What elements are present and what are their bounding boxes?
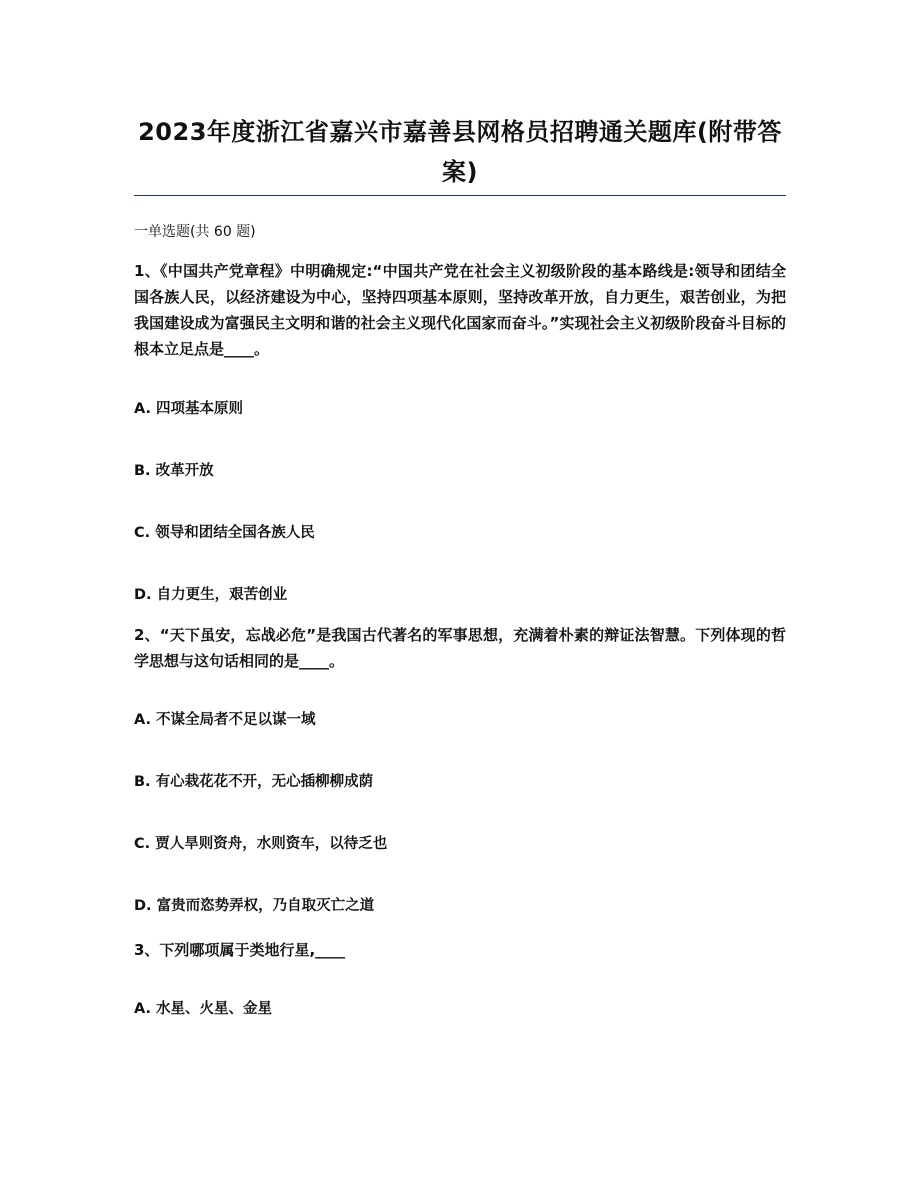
question-2-stem: 2、“天下虽安，忘战必危”是我国古代著名的军事思想，充满着朴素的辩证法智慧。下列体现的哲学思想与这句话相同的是____。 <box>134 626 786 670</box>
question-2-option-a: A. 不谋全局者不足以谋一域 <box>134 712 316 728</box>
question-1-option-a: A. 四项基本原则 <box>134 401 244 417</box>
question-3-stem: 3、下列哪项属于类地行星,____ <box>134 941 346 959</box>
question-3-option-a: A. 水星、火星、金星 <box>134 1001 273 1017</box>
document-title: 2023年度浙江省嘉兴市嘉善县网格员招聘通关题库(附带答案) <box>138 118 782 186</box>
question-1-option-b: B. 改革开放 <box>134 463 214 479</box>
question-2-option-c: C. 贾人旱则资舟，水则资车，以待乏也 <box>134 836 388 852</box>
question-1-option-d: D. 自力更生，艰苦创业 <box>134 587 288 603</box>
question-2-option-b: B. 有心栽花花不开，无心插柳柳成荫 <box>134 774 374 790</box>
question-1-option-c: C. 领导和团结全国各族人民 <box>134 525 315 541</box>
question-2-option-d: D. 富贵而恣势弄权，乃自取灭亡之道 <box>134 898 375 914</box>
question-1-stem: 1、《中国共产党章程》中明确规定:“中国共产党在社会主义初级阶段的基本路线是:领导和团结全国各族人民，以经济建设为中心，坚持四项基本原则，坚持改革开放，自力更生，艰苦创业，为把我国建设成为富强民主文明和谐的社会主义现代化国家而奋斗。”实现社会主义初级阶段奋斗目标的根本立足点是____。 <box>134 262 786 358</box>
title-divider <box>134 195 786 196</box>
section-heading: 一单选题(共 60 题) <box>134 224 256 240</box>
